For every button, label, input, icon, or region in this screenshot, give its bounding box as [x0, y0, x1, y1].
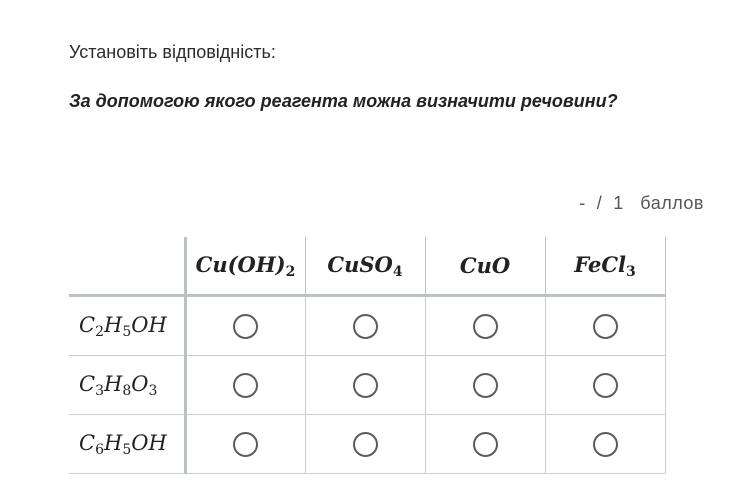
- radio-circle-icon[interactable]: [473, 314, 498, 339]
- formula-subscript: 8: [122, 382, 132, 399]
- radio-circle-icon[interactable]: [233, 432, 258, 457]
- radio-circle-icon[interactable]: [233, 314, 258, 339]
- row-label: [69, 415, 185, 474]
- formula-subscript: 2: [285, 263, 296, 280]
- formula: [327, 251, 403, 280]
- radio-circle-icon[interactable]: [473, 373, 498, 398]
- formula-subscript: 4: [392, 263, 403, 280]
- formula-subscript: 3: [95, 382, 104, 399]
- formula-subscript: 2: [95, 323, 104, 340]
- table-row-c6h5oh: [69, 415, 665, 474]
- radio-circle-icon[interactable]: [593, 373, 618, 398]
- formula-part: Cu(OH): [195, 251, 286, 277]
- column-header-cuo: [425, 237, 545, 296]
- matching-table: [69, 237, 666, 474]
- radio-circle-icon[interactable]: [353, 432, 378, 457]
- answer-cell: [545, 415, 665, 474]
- formula: [574, 251, 636, 280]
- question-text: За допомогою якого реагента можна визначити речовини?: [69, 91, 618, 111]
- formula-subscript: 3: [626, 263, 636, 280]
- answer-cell: [425, 296, 545, 356]
- answer-cell: [425, 356, 545, 415]
- formula-subscript: 5: [122, 441, 132, 458]
- answer-cell: [545, 296, 665, 356]
- corner-cell: [69, 237, 185, 296]
- header-row: [69, 237, 665, 296]
- formula-part: C: [79, 371, 96, 396]
- formula: [460, 253, 510, 278]
- score-label: - / 1 баллов: [579, 193, 704, 213]
- formula-subscript: 5: [122, 323, 132, 340]
- formula: [195, 251, 296, 280]
- formula-part: C: [79, 312, 96, 337]
- answer-cell: [305, 356, 425, 415]
- formula: [79, 430, 167, 458]
- column-header-cu-oh-2: [185, 237, 305, 296]
- radio-circle-icon[interactable]: [473, 432, 498, 457]
- formula: [79, 371, 158, 399]
- formula-subscript: 6: [95, 441, 104, 458]
- table-row-c2h5oh: [69, 296, 665, 356]
- row-label: [69, 356, 185, 415]
- answer-cell: [185, 356, 305, 415]
- formula-part: OH: [131, 312, 167, 337]
- radio-circle-icon[interactable]: [593, 432, 618, 457]
- answer-cell: [185, 296, 305, 356]
- radio-circle-icon[interactable]: [593, 314, 618, 339]
- formula-part: O: [131, 371, 149, 396]
- table-row-c3h8o3: [69, 356, 665, 415]
- answer-cell: [305, 296, 425, 356]
- formula: [79, 312, 167, 340]
- radio-circle-icon[interactable]: [353, 373, 378, 398]
- radio-circle-icon[interactable]: [353, 314, 378, 339]
- answer-cell: [305, 415, 425, 474]
- formula-subscript: 3: [148, 382, 158, 399]
- row-label: [69, 296, 185, 356]
- formula-part: CuO: [459, 253, 511, 278]
- answer-cell: [425, 415, 545, 474]
- radio-circle-icon[interactable]: [233, 373, 258, 398]
- formula-part: CuSO: [327, 251, 393, 277]
- formula-part: OH: [131, 430, 167, 455]
- formula-part: H: [104, 430, 123, 455]
- formula-part: H: [104, 371, 123, 396]
- answer-cell: [545, 356, 665, 415]
- formula-part: H: [104, 312, 123, 337]
- answer-cell: [185, 415, 305, 474]
- instruction-text: Установіть відповідність:: [69, 42, 276, 62]
- column-header-fecl3: [545, 237, 665, 296]
- formula-part: C: [79, 430, 96, 455]
- column-header-cuso4: [305, 237, 425, 296]
- formula-part: FeCl: [574, 251, 627, 277]
